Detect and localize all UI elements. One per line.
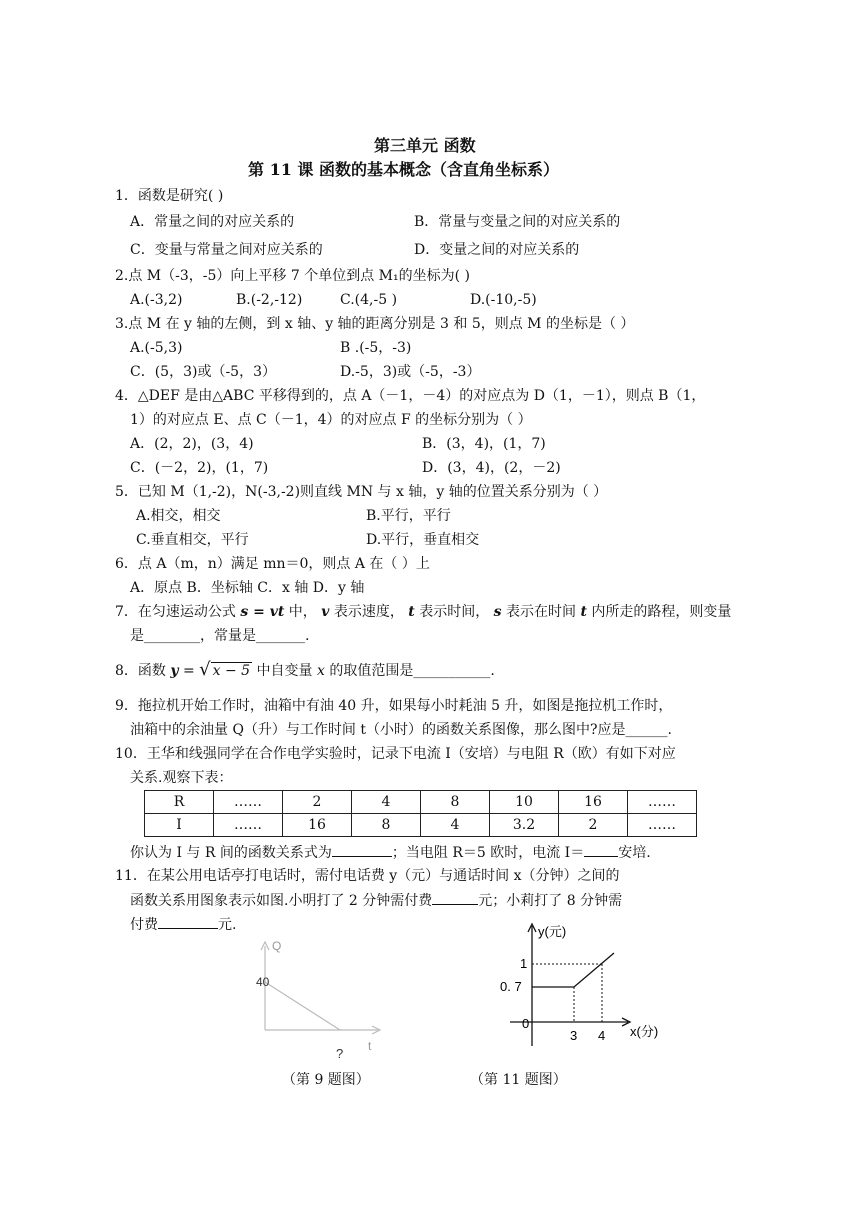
q11-text-c: 付费 (130, 917, 158, 933)
q5-option-d: D.平行，垂直相交 (366, 532, 480, 548)
unit-title: 第三单元 函数 (374, 136, 476, 155)
q8-radicand: x − 5 (212, 663, 251, 679)
q3-stem: 3.点 M 在 y 轴的左侧，到 x 轴、y 轴的距离分别是 3 和 5，则点 M 的坐标是（ ） (115, 316, 635, 332)
table-cell: 8 (421, 791, 490, 814)
fig9-line (265, 982, 340, 1030)
table-cell: 8 (352, 814, 421, 837)
q7-mid: 中， (288, 604, 317, 620)
q6-stem: 6．点 A（m，n）满足 mn＝0，则点 A 在（ ）上 (115, 556, 430, 572)
table-row (145, 791, 697, 814)
q2-option-c: C.(4,-5 ) (340, 292, 398, 308)
q5-option-c: C.垂直相交，平行 (136, 532, 249, 548)
q5-option-a: A.相交，相交 (136, 508, 221, 524)
q5-stem: 5．已知 M（1,-2)，N(-3,-2)则直线 MN 与 x 轴，y 轴的位置关系分别为（ ） (115, 484, 608, 500)
q7-line1 (115, 602, 731, 622)
answer-blank[interactable] (158, 914, 218, 929)
q4-option-d: D．(3，4)，(2，－2) (422, 460, 561, 476)
q11-line1: 11．在某公用电话亭打电话时，需付电话费 y（元）与通话时间 x（分钟）之间的 (115, 868, 620, 884)
q2-stem: 2.点 M（-3，-5）向上平移 7 个单位到点 M₁的坐标为( ) (115, 268, 470, 284)
q8-formula-eq: = (178, 663, 200, 679)
q7-tail: 内所走的路程，则变量 (591, 604, 732, 620)
q1-option-d: D．变量之间的对应关系的 (414, 242, 580, 258)
fig9-graph (240, 930, 400, 1070)
table-cell: 16 (559, 791, 628, 814)
q9-line1: 9．拖拉机开始工作时，油箱中有油 40 升，如果每小时耗油 5 升，如图是拖拉机工作时， (115, 698, 673, 714)
q4-stem-line2: 1）的对应点 E、点 C（－1，4）的对应点 F 的坐标分别为（ ） (130, 412, 532, 428)
fig11-x-tick-3: 3 (570, 1028, 578, 1043)
q11-line3 (130, 914, 236, 935)
q8-var-x: x (316, 663, 325, 679)
q8-post: 中自变量 (256, 663, 313, 679)
fig9-x-mark: ? (336, 1046, 344, 1061)
fig11-y-label: y(元) (538, 924, 567, 939)
sqrt-icon: √ (199, 659, 211, 680)
q8-formula-y: y (170, 663, 179, 679)
q11-text-b: 元；小莉打了 8 分钟需 (478, 893, 623, 909)
table-row (145, 814, 697, 837)
table-cell: R (145, 791, 214, 814)
lesson-title: 第 11 课 函数的基本概念（含直角坐标系） (248, 160, 559, 179)
fig11-x-label: x(分) (630, 1024, 659, 1039)
q3-option-d: D.-5，3)或（-5，-3） (340, 364, 481, 380)
q7-var-t2: t (580, 604, 587, 620)
table-cell: 3.2 (490, 814, 559, 837)
q4-option-c: C．(－2，2)，(1，7) (130, 460, 269, 476)
answer-blank[interactable] (432, 890, 478, 905)
q7-formula: s = vt (240, 604, 285, 620)
q9-line2: 油箱中的余油量 Q（升）与工作时间 t（小时）的函数关系图像，那么图中?应是______. (130, 722, 672, 738)
q3-option-a: A.(-5,3) (130, 340, 183, 356)
q8-post2: 的取值范围是___________. (329, 663, 495, 679)
q5-option-b: B.平行，平行 (366, 508, 451, 524)
q7-line2: 是________，常量是_______. (130, 628, 310, 644)
q7-prefix: 7．在匀速运动公式 (115, 604, 236, 620)
table-cell: …… (214, 814, 283, 837)
table-cell: 2 (283, 791, 352, 814)
table-cell: 16 (283, 814, 352, 837)
fig11-y-tick-07: 0. 7 (500, 979, 522, 994)
q1-stem: 1．函数是研究( ) (115, 188, 224, 204)
q10-text-a: 你认为 I 与 R 间的函数关系式为 (130, 845, 332, 861)
q3-option-b: B .(-5，-3) (340, 340, 412, 356)
table-cell: …… (628, 814, 697, 837)
answer-blank[interactable] (332, 842, 392, 857)
q1-option-c: C．变量与常量之间对应关系的 (130, 242, 323, 258)
q10-table (144, 790, 697, 837)
table-cell: 4 (352, 791, 421, 814)
q7-v-text: 表示速度， (333, 604, 404, 620)
q8-line (115, 660, 495, 681)
q6-options: A．原点 B．坐标轴 C．x 轴 D．y 轴 (130, 580, 365, 596)
fig11-x-tick-4: 4 (598, 1028, 606, 1043)
fig9-y-tick: 40 (256, 975, 270, 989)
q10-line2: 关系.观察下表： (130, 770, 233, 786)
fig11-caption: （第 11 题图） (470, 1072, 567, 1088)
q10-text-c: 安培. (618, 845, 651, 861)
table-cell: …… (628, 791, 697, 814)
q11-line2 (130, 890, 622, 911)
fig9-caption: （第 9 题图） (282, 1072, 370, 1088)
q10-line1: 10．王华和线强同学在合作电学实验时，记录下电流 I（安培）与电阻 R（欧）有如下对应 (115, 746, 676, 762)
fig11-origin: 0 (522, 1016, 530, 1031)
q1-option-a: A．常量之间的对应关系的 (130, 214, 295, 230)
table-cell: 4 (421, 814, 490, 837)
fig9-y-label: Q (272, 939, 282, 953)
q2-option-d: D.(-10,-5) (470, 292, 537, 308)
table-cell: I (145, 814, 214, 837)
q7-var-t: t (408, 604, 415, 620)
table-cell: 2 (559, 814, 628, 837)
q11-text-d: 元. (218, 917, 237, 933)
q2-option-a: A.(-3,2) (130, 292, 183, 308)
q10-text-b: ；当电阻 R＝5 欧时，电流 I＝ (391, 845, 585, 861)
table-cell: …… (214, 791, 283, 814)
q1-option-b: B．常量与变量之间的对应关系的 (414, 214, 621, 230)
answer-blank[interactable] (584, 842, 618, 857)
q7-var-v: v (321, 604, 330, 620)
q11-text-a: 函数关系用图象表示如图.小明打了 2 分钟需付费 (130, 893, 433, 909)
q7-s-text: 表示在时间 (506, 604, 577, 620)
table-cell: 10 (490, 791, 559, 814)
q4-stem-line1: 4．△DEF 是由△ABC 平移得到的，点 A（－1，－4）的对应点为 D（1，－1），则点 B（1， (115, 388, 706, 404)
fig11-graph (490, 918, 690, 1058)
fig9-x-label: t (368, 1039, 372, 1053)
q4-option-b: B．(3，4)，(1，7) (422, 436, 546, 452)
q7-var-s: s (493, 604, 502, 620)
fig11-y-tick-1: 1 (520, 956, 528, 971)
q10-line3 (130, 842, 651, 863)
q3-option-c: C．(5，3)或（-5，3） (130, 364, 276, 380)
q7-t-text: 表示时间， (419, 604, 490, 620)
q2-option-b: B.(-2,-12) (236, 292, 303, 308)
q8-prefix: 8．函数 (115, 663, 166, 679)
q4-option-a: A．(2，2)，(3，4) (130, 436, 254, 452)
